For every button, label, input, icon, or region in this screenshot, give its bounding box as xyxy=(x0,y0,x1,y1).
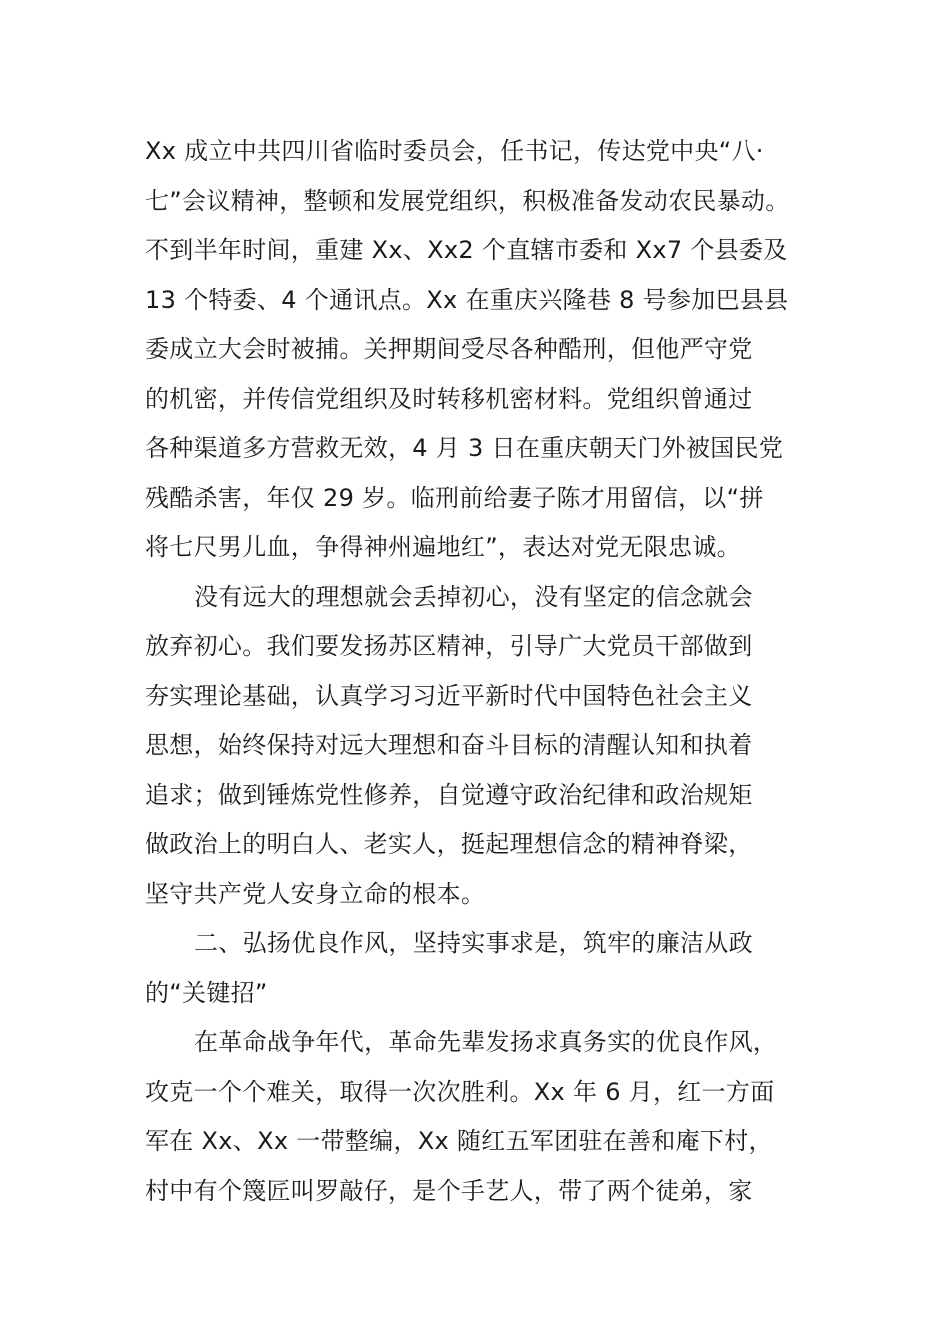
text-line: 将七尺男儿血，争得神州遍地红”，表达对党无限忠诚。 xyxy=(145,533,741,561)
paragraph xyxy=(145,127,865,573)
heading-line: 二、弘扬优良作风，坚持实事求是，筑牢的廉洁从政 xyxy=(194,929,753,957)
text-line: 委成立大会时被捕。关押期间受尽各种酷刑，但他严守党 xyxy=(145,335,753,363)
text-line: 没有远大的理想就会丢掉初心，没有坚定的信念就会 xyxy=(194,582,753,611)
text-line: 夯实理论基础，认真学习习近平新时代中国特色社会主义 xyxy=(145,681,753,710)
text-line: 坚守共产党人安身立命的根本。 xyxy=(145,879,486,908)
text-line: 不到半年时间，重建 Xx、Xx2 个直辖市委和 Xx7 个县委及 xyxy=(145,236,788,264)
text-line: Xx 成立中共四川省临时委员会，任书记，传达党中央“八· xyxy=(145,137,764,165)
text-line: 放弃初心。我们要发扬苏区精神，引导广大党员干部做到 xyxy=(145,632,753,660)
text-line: 在革命战争年代，革命先辈发扬求真务实的优良作风， xyxy=(194,1028,778,1056)
section-heading xyxy=(145,919,865,1018)
text-line: 残酷杀害，年仅 29 岁。临刑前给妻子陈才用留信，以“拼 xyxy=(145,483,764,512)
text-line: 村中有个篾匠叫罗敲仔，是个手艺人，带了两个徒弟，家 xyxy=(145,1176,753,1205)
text-line: 13 个特委、4 个通讯点。Xx 在重庆兴隆巷 8 号参加巴县县 xyxy=(145,285,789,314)
text-line: 的机密，并传信党组织及时转移机密材料。党组织曾通过 xyxy=(145,384,753,413)
heading-line: 的“关键招” xyxy=(145,978,268,1007)
text-line: 军在 Xx、Xx 一带整编，Xx 随红五军团驻在善和庵下村， xyxy=(145,1127,773,1155)
document-body xyxy=(145,127,865,1216)
text-line: 七”会议精神，整顿和发展党组织，积极准备发动农民暴动。 xyxy=(145,186,790,215)
paragraph xyxy=(145,1018,865,1216)
text-line: 各种渠道多方营救无效，4 月 3 日在重庆朝天门外被国民党 xyxy=(145,434,784,462)
text-line: 追求；做到锤炼党性修养，自觉遵守政治纪律和政治规矩 xyxy=(145,780,753,809)
text-line: 思想，始终保持对远大理想和奋斗目标的清醒认知和执着 xyxy=(145,731,753,759)
text-line: 攻克一个个难关，取得一次次胜利。Xx 年 6 月，红一方面 xyxy=(145,1077,775,1106)
text-line: 做政治上的明白人、老实人，挺起理想信念的精神脊梁， xyxy=(145,830,753,858)
paragraph xyxy=(145,573,865,920)
